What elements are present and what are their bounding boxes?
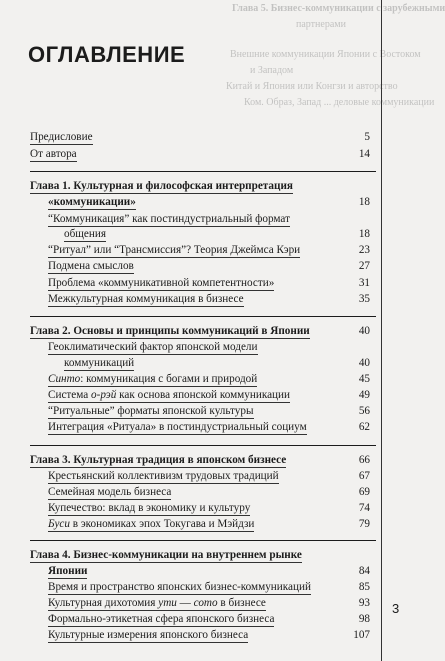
toc-entry-title-cont: общения (64, 228, 106, 240)
toc-entry-title-cont: коммуникаций (64, 357, 135, 369)
bleed-line: Китай и Япония или Конгзи и авторство (226, 81, 398, 92)
toc-entry-title: Геоклиматический фактор японской модели (48, 341, 258, 353)
page-title: ОГЛАВЛЕНИЕ (28, 42, 186, 67)
italic-term: Синто (48, 373, 81, 385)
toc-entry-title: Крестьянский коллективизм трудовых традиций (48, 470, 279, 482)
toc-entry-page: 74 (358, 502, 370, 514)
entry-underline (48, 642, 248, 643)
toc-entry-page: 85 (358, 581, 370, 593)
entry-underline (48, 610, 266, 611)
entry-underline (48, 354, 258, 355)
toc-entry-page: 107 (353, 629, 370, 641)
toc-entry-page: 23 (358, 244, 370, 256)
entry-underline (48, 434, 307, 435)
toc-entry-page: 49 (358, 389, 370, 401)
entry-underline (48, 531, 254, 532)
toc-entry-title: Интеграция «Ритуала» в постиндустриальный социум (48, 421, 307, 433)
page-edge-rule (381, 0, 382, 661)
toc-entry-page: 14 (358, 148, 370, 160)
entry-underline (48, 402, 290, 403)
entry-underline (48, 578, 87, 579)
entry-underline (64, 370, 134, 371)
entry-underline (48, 499, 171, 500)
toc-entry-title: Система о-рэй как основа японской коммуникации (48, 389, 291, 401)
toc-entry-title: “Коммуникация” как постиндустриальный формат (48, 213, 290, 225)
italic-term: ути (158, 597, 177, 609)
entry-underline (30, 562, 302, 563)
toc-entry-page: 18 (358, 228, 370, 240)
italic-term: Буси (48, 518, 70, 530)
toc-entry-title: Формально-этикетная сфера японского бизнеса (48, 613, 275, 625)
toc-entry-title: Семейная модель бизнеса (48, 486, 172, 498)
section-divider (30, 316, 376, 317)
chapter-title: Глава 3. Культурная традиция в японском бизнесе (30, 454, 287, 466)
toc-entry-page: 98 (358, 613, 370, 625)
toc-entry-page: 35 (358, 293, 370, 305)
entry-underline (48, 290, 274, 291)
toc-entry-page: 56 (358, 405, 370, 417)
toc-entry-title: Культурные измерения японского бизнеса (48, 629, 249, 641)
entry-underline (30, 144, 93, 145)
chapter-page: 84 (358, 565, 370, 577)
toc-entry-title: Культурная дихотомия ути — сото в бизнесе (48, 597, 266, 609)
entry-underline (48, 273, 134, 274)
bleed-line: партнерами (296, 19, 346, 30)
entry-underline (30, 161, 77, 162)
toc-entry-title: “Ритуальные” форматы японской культуры (48, 405, 254, 417)
chapter-page: 66 (358, 454, 370, 466)
toc-entry-title: Буси в экономиках эпох Токугава и Мэйдзи (48, 518, 255, 530)
italic-term: сото (193, 597, 218, 609)
chapter-title-cont: Японии (48, 565, 88, 577)
toc-entry-page: 79 (358, 518, 370, 530)
bleed-line: Ком. Образ, Запад ... деловые коммуникации (244, 97, 435, 108)
entry-underline (30, 338, 310, 339)
bleed-line: и Западом (250, 65, 294, 76)
page-number: 3 (392, 601, 400, 616)
italic-term: о-рэй (91, 389, 117, 401)
entry-underline (48, 306, 244, 307)
toc-entry-page: 93 (358, 597, 370, 609)
toc-entry-title: Подмена смыслов (48, 260, 134, 272)
toc-entry-title: От автора (30, 148, 77, 160)
toc-entry-title: Межкультурная коммуникация в бизнесе (48, 293, 244, 305)
toc-entry-page: 69 (358, 486, 370, 498)
toc-entry-page: 31 (358, 277, 370, 289)
toc-entry-title: Предисловие (30, 131, 93, 143)
bleed-line: Глава 5. Бизнес-коммуникации с зарубежными (232, 3, 445, 14)
toc-entry-page: 67 (358, 470, 370, 482)
chapter-page: 18 (358, 196, 370, 208)
entry-underline (48, 257, 300, 258)
bleed-line: Внешние коммуникации Японии с Востоком (230, 49, 421, 60)
entry-underline (48, 594, 311, 595)
toc-entry-title: Проблема «коммуникативной компетентности» (48, 277, 275, 289)
toc-entry-page: 40 (358, 357, 370, 369)
entry-underline (48, 209, 136, 210)
section-divider (30, 171, 376, 172)
toc-entry-title: “Ритуал” или “Трансмиссия”? Теория Джеймса Кэри (48, 244, 301, 256)
toc-entry-page: 5 (364, 131, 370, 143)
entry-underline (48, 226, 290, 227)
toc-entry-title: Время и пространство японских бизнес-коммуникаций (48, 581, 311, 593)
toc-entry-title: Синто: коммуникация с богами и природой (48, 373, 258, 385)
chapter-title: Глава 4. Бизнес-коммуникации на внутреннем рынке (30, 549, 302, 561)
entry-underline (48, 386, 257, 387)
entry-underline (48, 483, 279, 484)
entry-underline (30, 467, 286, 468)
toc-entry-page: 45 (358, 373, 370, 385)
entry-underline (64, 241, 106, 242)
entry-underline (48, 515, 250, 516)
entry-underline (30, 193, 293, 194)
chapter-title: Глава 1. Культурная и философская интерпретация (30, 180, 293, 192)
entry-underline (48, 626, 274, 627)
chapter-title: Глава 2. Основы и принципы коммуникаций в Японии (30, 325, 310, 337)
section-divider (30, 445, 376, 446)
entry-underline (48, 418, 254, 419)
toc-entry-title: Купечество: вклад в экономику и культуру (48, 502, 251, 514)
toc-entry-page: 62 (358, 421, 370, 433)
toc-entry-page: 27 (358, 260, 370, 272)
chapter-title-cont: «коммуникации» (48, 196, 136, 208)
section-divider (30, 540, 376, 541)
chapter-page: 40 (358, 325, 370, 337)
